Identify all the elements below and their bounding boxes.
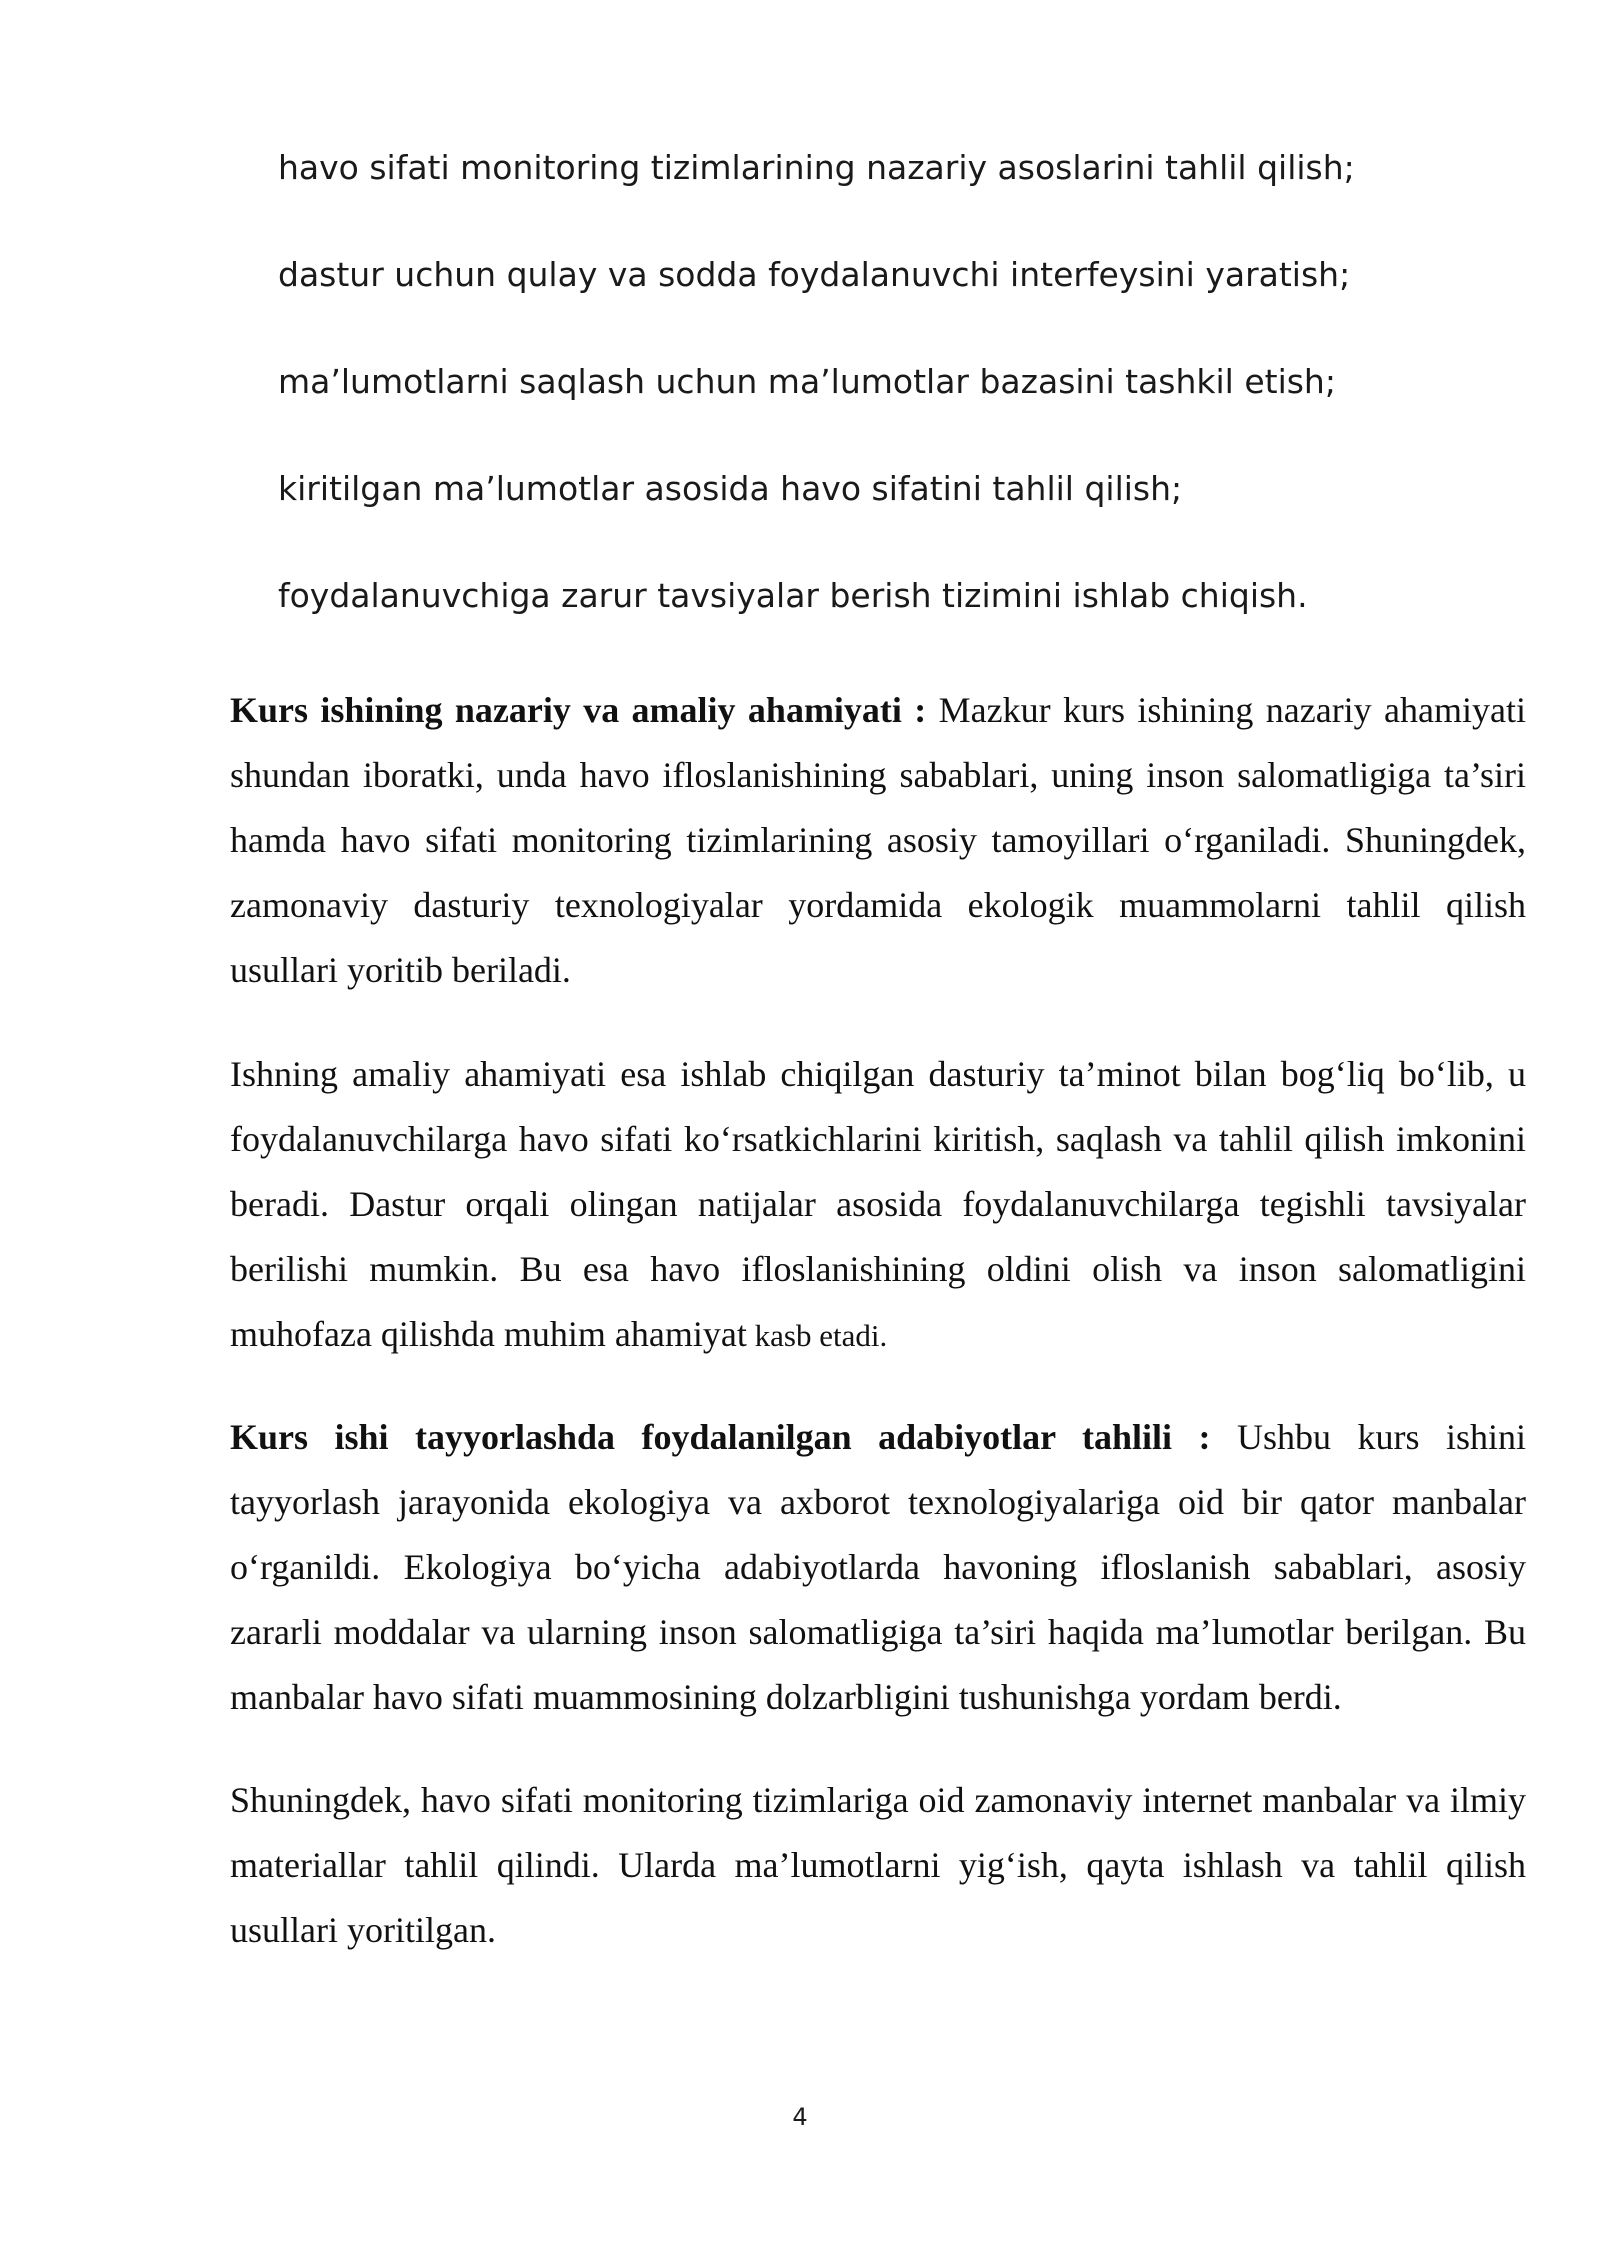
objective-item: dastur uchun qulay va sodda foydalanuvchi interfeysini yaratish; bbox=[278, 255, 1351, 294]
literature-heading: Kurs ishi tayyorlashda foydalanilgan adabiyotlar tahlili : bbox=[230, 1417, 1211, 1457]
significance-paragraph bbox=[230, 678, 1526, 1003]
literature-paragraph bbox=[230, 1405, 1526, 1730]
objective-item: ma’lumotlarni saqlash uchun ma’lumotlar bazasini tashkil etish; bbox=[278, 362, 1336, 401]
internet-sources-paragraph bbox=[230, 1768, 1526, 1963]
practical-tail: kasb etadi. bbox=[746, 1318, 888, 1353]
significance-text: Mazkur kurs ishining nazariy ahamiyati shundan iboratki, unda havo ifloslanishining sabablari, uning inson salomatligiga ta’siri hamda havo sifati monitoring tizimlarining asosiy tamoyillari o‘rganiladi. Shuningdek, zamonaviy dasturiy texnologiyalar yordamida ekologik muammolarni tahlil qilish usullari yoritib beriladi. bbox=[230, 690, 1526, 990]
practical-paragraph bbox=[230, 1042, 1526, 1368]
page-number: 4 bbox=[792, 2103, 808, 2131]
objective-item: havo sifati monitoring tizimlarining nazariy asoslarini tahlil qilish; bbox=[278, 148, 1355, 187]
practical-text: Ishning amaliy ahamiyati esa ishlab chiqilgan dasturiy ta’minot bilan bog‘liq bo‘lib, u foydalanuvchilarga havo sifati ko‘rsatkichlarini kiritish, saqlash va tahlil qilish imkonini beradi. Dastur orqali olingan natijalar asosida foydalanuvchilarga tegishli tavsiyalar berilishi mumkin. Bu esa havo ifloslanishining oldini olish va inson salomatligini muhofaza qilishda muhim ahamiyat bbox=[230, 1054, 1526, 1354]
objective-item: foydalanuvchiga zarur tavsiyalar berish tizimini ishlab chiqish. bbox=[278, 576, 1308, 615]
internet-sources-text: Shuningdek, havo sifati monitoring tizimlariga oid zamonaviy internet manbalar va ilmiy materiallar tahlil qilindi. Ularda ma’lumotlarni yig‘ish, qayta ishlash va tahlil qilish usullari yoritilgan. bbox=[230, 1780, 1526, 1950]
objective-item: kiritilgan ma’lumotlar asosida havo sifatini tahlil qilish; bbox=[278, 469, 1183, 508]
literature-text: Ushbu kurs ishini tayyorlash jarayonida ekologiya va axborot texnologiyalariga oid bir qator manbalar o‘rganildi. Ekologiya bo‘yicha adabiyotlarda havoning ifloslanish sabablari, asosiy zararli moddalar va ularning inson salomatligiga ta’siri haqida ma’lumotlar berilgan. Bu manbalar havo sifati muammosining dolzarbligini tushunishga yordam berdi. bbox=[230, 1417, 1526, 1717]
significance-heading: Kurs ishining nazariy va amaliy ahamiyati : bbox=[230, 690, 927, 730]
objectives-list bbox=[278, 148, 1398, 683]
